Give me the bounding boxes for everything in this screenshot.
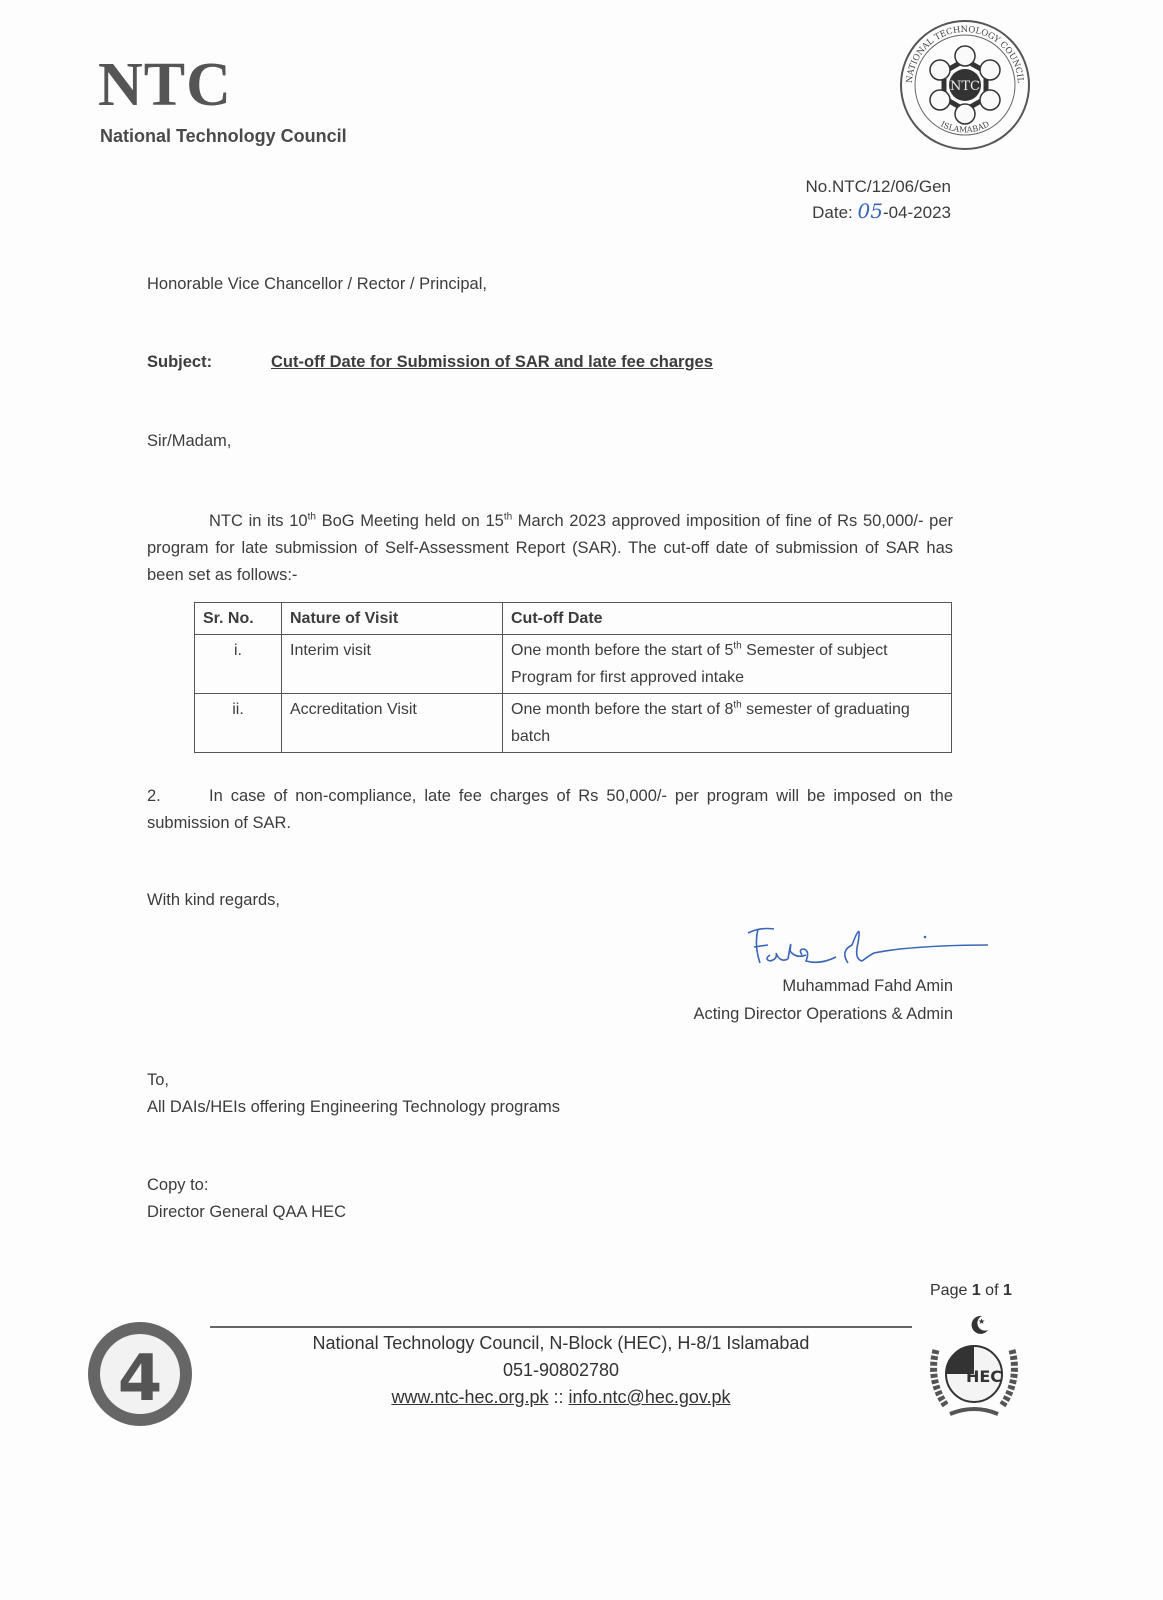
paragraph-1-text: NTC in its 10 [209,512,308,530]
table-row [195,694,952,753]
reference-block [805,174,951,225]
subject-text: Cut-off Date for Submission of SAR and late fee charges [271,353,713,371]
header-nature-of-visit: Nature of Visit [282,603,503,635]
cell-sr-no: i. [195,635,282,694]
date-handwritten-day: 05 [857,199,883,223]
paragraph-1-text: March 2023 approved imposition of fine of Rs 50,000/- per program for late submission of Self-Assessment Report (SAR). The cut-off date of submission of SAR has been set as follows:- [147,512,954,584]
date-label: Date: [812,203,853,222]
copy-to-value: Director General QAA HEC [147,1203,346,1221]
cutoff-text: semester of graduating batch [511,701,910,745]
footer-phone: 051-90802780 [502,1360,620,1380]
footer-links [210,1384,912,1411]
recipient-block [147,1067,560,1121]
signature-icon [740,915,990,975]
recipient-label: To, [147,1071,170,1089]
paragraph-2-text: In case of non-compliance, late fee charges of Rs 50,000/- per program will be imposed on the submission of SAR. [147,787,953,832]
page-current: 1 [971,1282,981,1299]
superscript: th [307,511,316,523]
ntc-logo-text: NTC [98,51,232,119]
hec-emblem-icon [922,1310,1026,1420]
paragraph-2 [147,783,953,837]
svg-text:★: ★ [978,1317,986,1326]
email-link[interactable]: info.ntc@hec.gov.pk [568,1387,731,1407]
reference-date [805,199,951,225]
recipient-value: All DAIs/HEIs offering Engineering Technology programs [147,1098,561,1116]
paragraph-number: 2. [147,787,161,805]
reference-number: No.NTC/12/06/Gen [805,177,951,196]
table-header-row [195,603,952,635]
header-sr-no: Sr. No. [195,603,282,635]
cell-cutoff [503,635,952,694]
footer-separator: :: [548,1387,569,1407]
copy-to-block [147,1172,346,1226]
date-rest: -04-2023 [882,203,951,222]
cell-nature: Accreditation Visit [282,694,503,753]
salutation-line: Honorable Vice Chancellor / Rector / Principal, [147,275,487,293]
page-number [930,1282,1012,1300]
cell-sr-no: ii. [195,694,282,753]
signatory-title: Acting Director Operations & Admin [693,1005,953,1023]
svg-text:ISLAMABAD: ISLAMABAD [939,119,991,135]
closing: With kind regards, [147,891,280,909]
page-prefix: Page [930,1282,972,1299]
header-cutoff-date: Cut-off Date [503,603,952,635]
signatory-name: Muhammad Fahd Amin [782,977,953,995]
website-link[interactable]: www.ntc-hec.org.pk [391,1387,549,1407]
paragraph-1 [147,508,953,589]
svg-text:HEC: HEC [965,1367,1003,1386]
cell-nature: Interim visit [282,635,503,694]
cell-cutoff [503,694,952,753]
subject-label: Subject: [147,353,213,371]
cutoff-date-table [194,602,952,753]
cutoff-text: One month before the start of 8 [511,701,734,718]
paragraph-1-text: BoG Meeting held on 15 [315,512,504,530]
footer-divider [210,1326,912,1328]
signatory-block [693,972,953,1028]
superscript: th [503,511,513,523]
footer-address: National Technology Council, N-Block (HEC), H-8/1 Islamabad [312,1333,810,1353]
page-of: of [980,1282,1003,1299]
organization-name: National Technology Council [100,126,347,146]
superscript: th [733,699,742,711]
superscript: th [733,640,742,652]
ntc-seal-icon [898,18,1032,152]
svg-text:NATIONAL TECHNOLOGY COUNCIL: NATIONAL TECHNOLOGY COUNCIL [904,24,1026,84]
education-4-logo-icon [86,1320,194,1428]
table-row [195,635,952,694]
svg-text:4: 4 [117,1342,163,1416]
cutoff-text: Semester of subject Program for first approved intake [511,642,888,686]
copy-to-label: Copy to: [147,1176,209,1194]
footer-contact [210,1330,912,1411]
greeting: Sir/Madam, [147,432,232,450]
page-total: 1 [1002,1282,1012,1299]
svg-text:NTC: NTC [950,79,980,94]
cutoff-text: One month before the start of 5 [511,642,734,659]
